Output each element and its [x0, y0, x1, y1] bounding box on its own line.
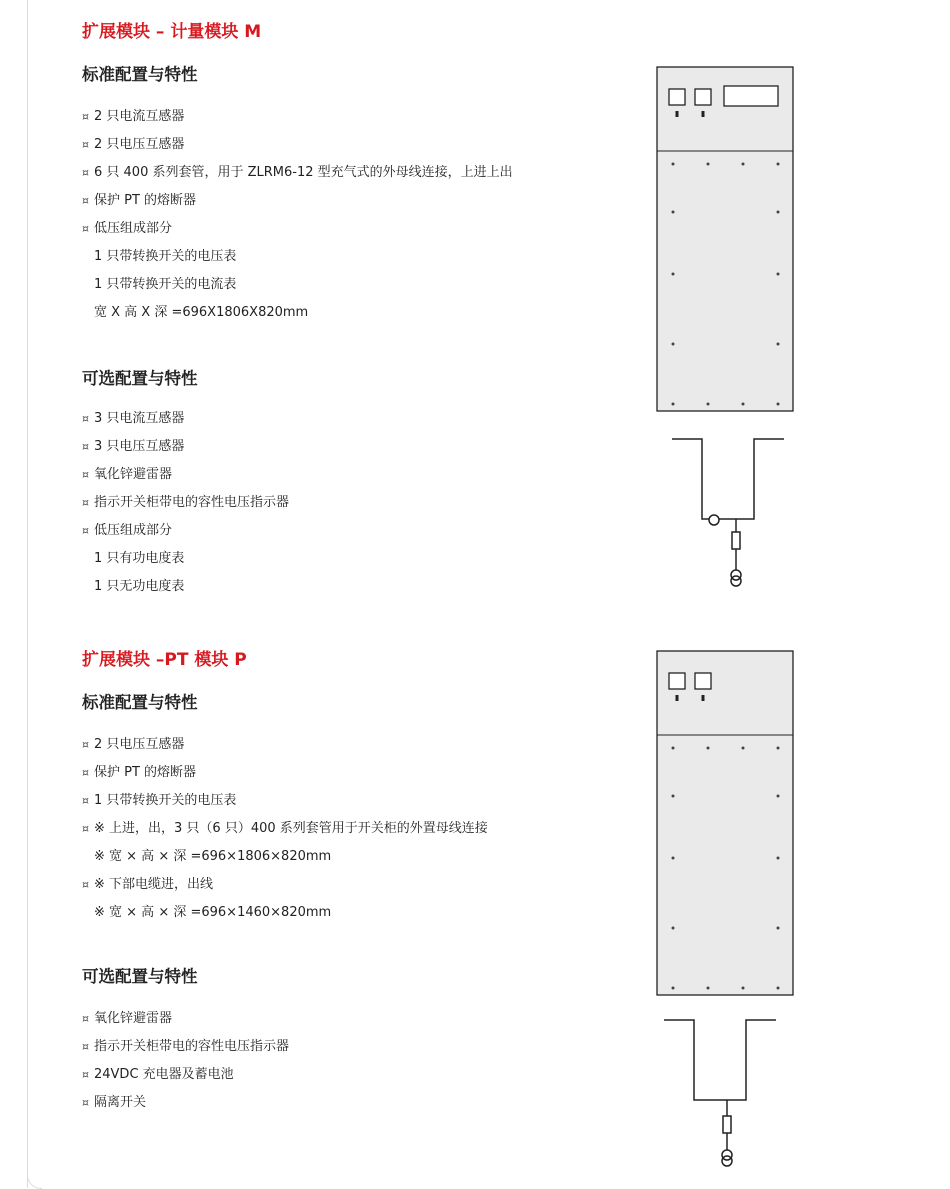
feature-text: ※ 下部电缆进，出线: [94, 877, 214, 892]
module-p-optional-list: [82, 1005, 289, 1117]
feature-text: 指示开关柜带电的容性电压指示器: [94, 495, 290, 510]
module-m-section: [82, 22, 622, 622]
feature-text: 2 只电压互感器: [94, 737, 185, 752]
feature-text: 低压组成部分: [94, 221, 173, 236]
module-m-cabinet-drawing: [650, 60, 810, 590]
feature-text: ※ 上进，出，3 只（6 只）400 系列套管用于开关柜的外置母线连接: [94, 821, 488, 836]
feature-item: [82, 899, 488, 927]
bullet-icon: ¤: [82, 1040, 89, 1053]
feature-text: 2 只电压互感器: [94, 137, 185, 152]
feature-text: 宽 X 高 X 深 =696X1806X820mm: [94, 305, 309, 320]
module-m-standard-heading: 标准配置与特性: [82, 65, 198, 84]
module-p-optional-heading: 可选配置与特性: [82, 967, 198, 986]
feature-item: [82, 871, 488, 899]
feature-item: [82, 271, 513, 299]
feature-item: [82, 433, 289, 461]
feature-item: [82, 1061, 289, 1089]
feature-text: 氧化锌避雷器: [94, 1011, 173, 1026]
bullet-icon: ¤: [82, 1068, 89, 1081]
feature-text: 1 只无功电度表: [94, 579, 185, 594]
bullet-icon: ¤: [82, 738, 89, 751]
switch-handle-1: [676, 111, 679, 117]
feature-item: [82, 1005, 289, 1033]
bullet-icon: ¤: [82, 1012, 89, 1025]
module-p-title: 扩展模块 –PT 模块 P: [82, 650, 247, 670]
feature-item: [82, 1089, 289, 1117]
meter-window-2: [695, 89, 711, 105]
feature-text: 6 只 400 系列套管，用于 ZLRM6-12 型充气式的外母线连接，上进上出: [94, 165, 513, 180]
feature-text: 1 只带转换开关的电压表: [94, 249, 237, 264]
feature-text: 3 只电流互感器: [94, 411, 185, 426]
left-margin-rule-curve: [27, 1160, 42, 1189]
module-m-optional-list: [82, 405, 289, 601]
feature-item: [82, 243, 513, 271]
meter-window-2: [695, 673, 711, 689]
module-m-standard-list: [82, 103, 513, 327]
feature-item: [82, 159, 513, 187]
bullet-icon: ¤: [82, 878, 89, 891]
switch-handle-2: [702, 111, 705, 117]
bullet-icon: ¤: [82, 496, 89, 509]
module-p-diagram: [650, 644, 810, 1174]
feature-text: 保护 PT 的熔断器: [94, 193, 197, 208]
module-m-diagram: [650, 60, 810, 590]
module-m-optional-heading: 可选配置与特性: [82, 369, 198, 388]
feature-text: 1 只有功电度表: [94, 551, 185, 566]
bullet-icon: ¤: [82, 822, 89, 835]
feature-text: 保护 PT 的熔断器: [94, 765, 197, 780]
feature-text: 1 只带转换开关的电压表: [94, 793, 237, 808]
feature-text: 隔离开关: [94, 1095, 147, 1110]
feature-item: [82, 489, 289, 517]
feature-item: [82, 815, 488, 843]
bullet-icon: ¤: [82, 166, 89, 179]
feature-item: [82, 573, 289, 601]
feature-text: 指示开关柜带电的容性电压指示器: [94, 1039, 290, 1054]
switch-handle-2: [702, 695, 705, 701]
feature-item: [82, 843, 488, 871]
bullet-icon: ¤: [82, 1096, 89, 1109]
bullet-icon: ¤: [82, 222, 89, 235]
feature-item: [82, 461, 289, 489]
feature-item: [82, 131, 513, 159]
feature-text: ※ 宽 × 高 × 深 =696×1806×820mm: [94, 849, 332, 864]
bullet-icon: ¤: [82, 468, 89, 481]
feature-text: 2 只电流互感器: [94, 109, 185, 124]
bullet-icon: ¤: [82, 412, 89, 425]
module-p-standard-heading: 标准配置与特性: [82, 693, 198, 712]
bullet-icon: ¤: [82, 110, 89, 123]
bullet-icon: ¤: [82, 440, 89, 453]
feature-item: [82, 545, 289, 573]
cabinet-body: [657, 67, 793, 411]
feature-text: 24VDC 充电器及蓄电池: [94, 1067, 234, 1082]
feature-text: 3 只电压互感器: [94, 439, 185, 454]
feature-item: [82, 187, 513, 215]
bullet-icon: ¤: [82, 194, 89, 207]
single-line-schematic: [672, 439, 784, 586]
feature-text: 氧化锌避雷器: [94, 467, 173, 482]
bullet-icon: ¤: [82, 766, 89, 779]
cabinet-body: [657, 651, 793, 995]
feature-text: 低压组成部分: [94, 523, 173, 538]
module-p-standard-list: [82, 731, 488, 927]
switch-handle-1: [676, 695, 679, 701]
bullet-icon: ¤: [82, 794, 89, 807]
feature-item: [82, 299, 513, 327]
meter-window-1: [669, 89, 685, 105]
module-p-section: [82, 650, 622, 1130]
left-margin-rule: [27, 0, 28, 1188]
feature-item: [82, 787, 488, 815]
feature-item: [82, 1033, 289, 1061]
feature-text: 1 只带转换开关的电流表: [94, 277, 237, 292]
module-m-title: 扩展模块 – 计量模块 M: [82, 22, 262, 42]
feature-item: [82, 103, 513, 131]
feature-item: [82, 517, 289, 545]
feature-item: [82, 731, 488, 759]
bullet-icon: ¤: [82, 138, 89, 151]
feature-item: [82, 759, 488, 787]
feature-text: ※ 宽 × 高 × 深 =696×1460×820mm: [94, 905, 332, 920]
feature-item: [82, 215, 513, 243]
feature-item: [82, 405, 289, 433]
single-line-schematic: [664, 1020, 776, 1166]
bullet-icon: ¤: [82, 524, 89, 537]
display-window: [724, 86, 778, 106]
meter-window-1: [669, 673, 685, 689]
module-p-cabinet-drawing: [650, 644, 810, 1174]
